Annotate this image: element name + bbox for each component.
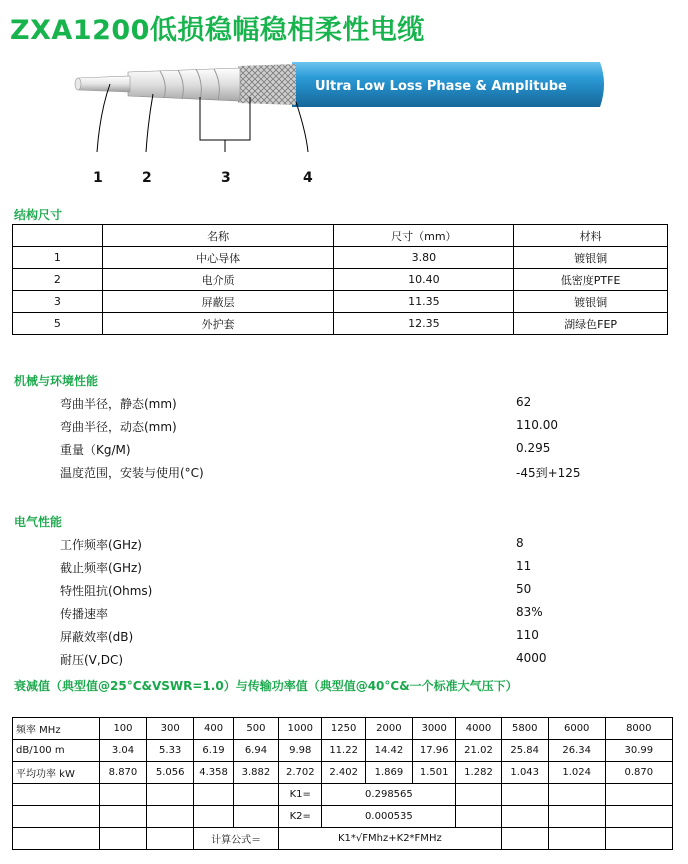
table-cell: 9.98: [279, 740, 322, 762]
table-cell: 30.99: [605, 740, 672, 762]
table-cell: 2000: [365, 718, 412, 740]
table-cell: 镀银铜: [514, 291, 668, 313]
table-cell: 3.80: [334, 247, 514, 269]
table-cell: 1.024: [548, 762, 605, 784]
formula-label-cell: 计算公式＝: [194, 828, 279, 850]
table-cell: 低密度PTFE: [514, 269, 668, 291]
table-cell: 8.870: [99, 762, 146, 784]
cable-dielectric: [128, 68, 240, 101]
loss-row: [13, 740, 673, 762]
spec-label: 截止频率(GHz): [60, 561, 142, 575]
table-cell: 8000: [605, 718, 672, 740]
table-row: [13, 313, 668, 335]
section-attenuation-title: 衰减值（典型值@25°C&VSWR=1.0）与传输功率值（典型值@40°C&一个标准大气压下）: [14, 679, 518, 693]
table-cell: 0.870: [605, 762, 672, 784]
table-cell: 1.869: [365, 762, 412, 784]
header-cell: [13, 225, 103, 247]
table-cell: 6.19: [194, 740, 234, 762]
spec-value: 110.00: [516, 418, 558, 432]
table-cell: 12.35: [334, 313, 514, 335]
section-electrical-title: 电气性能: [14, 515, 63, 529]
spec-label: 重量（Kg/M): [60, 443, 131, 457]
header-cell: 名称: [102, 225, 334, 247]
k1-label-cell: K1=: [279, 784, 322, 806]
table-cell: 21.02: [456, 740, 501, 762]
table-row: [13, 269, 668, 291]
spec-value: 110: [516, 628, 539, 642]
table-cell: 1.282: [456, 762, 501, 784]
callout-2: 2: [142, 170, 152, 186]
table-header-row: [13, 225, 668, 247]
table-cell: 3.04: [99, 740, 146, 762]
formula-cell: K1*√FMhz+K2*FMHz: [279, 828, 502, 850]
spec-label: 传播速率: [60, 607, 109, 621]
table-cell: 4.358: [194, 762, 234, 784]
dimensions-table: [12, 224, 668, 335]
k2-row: [13, 806, 673, 828]
table-row: [13, 247, 668, 269]
spec-value: 4000: [516, 651, 547, 665]
attenuation-table: [12, 717, 673, 850]
table-cell: 外护套: [102, 313, 334, 335]
row-label-cell: dB/100 m: [13, 740, 100, 762]
table-cell: 电介质: [102, 269, 334, 291]
empty-row: [13, 784, 673, 806]
page-title: ZXA1200低损稳幅稳相柔性电缆: [10, 15, 425, 46]
table-cell: 4000: [456, 718, 501, 740]
spec-value: 8: [516, 536, 524, 550]
cable-jacket-text: Ultra Low Loss Phase & Amplitube: [315, 79, 567, 94]
spec-label: 弯曲半径，静态(mm): [60, 397, 177, 411]
k2-value-cell: 0.000535: [322, 806, 456, 828]
row-label-cell: 频率 MHz: [13, 718, 100, 740]
table-cell: 10.40: [334, 269, 514, 291]
header-cell: 材料: [514, 225, 668, 247]
spec-value: -45到+125: [516, 466, 581, 480]
table-cell: 2.702: [279, 762, 322, 784]
table-cell: 3: [13, 291, 103, 313]
table-cell: 11.22: [322, 740, 365, 762]
spec-label: 工作频率(GHz): [60, 538, 142, 552]
spec-label: 温度范围，安装与使用(°C): [60, 466, 204, 480]
table-cell: 1250: [322, 718, 365, 740]
table-cell: 25.84: [501, 740, 548, 762]
table-cell: 1.501: [413, 762, 456, 784]
table-cell: 5800: [501, 718, 548, 740]
table-cell: 6000: [548, 718, 605, 740]
row-label-cell: 平均功率 kW: [13, 762, 100, 784]
table-cell: 中心导体: [102, 247, 334, 269]
table-cell: 100: [99, 718, 146, 740]
spec-value: 11: [516, 559, 532, 573]
table-cell: 1000: [279, 718, 322, 740]
k1-value-cell: 0.298565: [322, 784, 456, 806]
spec-value: 0.295: [516, 441, 551, 455]
spec-label: 弯曲半径，动态(mm): [60, 420, 177, 434]
k2-label-cell: K2=: [279, 806, 322, 828]
table-cell: 1.043: [501, 762, 548, 784]
table-cell: 镀银铜: [514, 247, 668, 269]
table-cell: 5: [13, 313, 103, 335]
table-cell: 5.33: [147, 740, 194, 762]
spec-label: 屏蔽效率(dB): [60, 630, 134, 644]
section-mechanical-title: 机械与环境性能: [14, 374, 99, 388]
table-cell: 14.42: [365, 740, 412, 762]
power-row: [13, 762, 673, 784]
table-row: [13, 291, 668, 313]
callout-4: 4: [303, 170, 313, 186]
table-cell: 湖绿色FEP: [514, 313, 668, 335]
table-cell: 5.056: [147, 762, 194, 784]
table-cell: 1: [13, 247, 103, 269]
table-cell: 300: [147, 718, 194, 740]
table-cell: 3.882: [233, 762, 278, 784]
table-cell: 400: [194, 718, 234, 740]
table-cell: 6.94: [233, 740, 278, 762]
spec-value: 62: [516, 395, 532, 409]
spec-value: 83%: [516, 605, 543, 619]
formula-row: [13, 828, 673, 850]
callout-1: 1: [93, 170, 103, 186]
table-cell: 2.402: [322, 762, 365, 784]
freq-row: [13, 718, 673, 740]
table-cell: 17.96: [413, 740, 456, 762]
table-cell: 500: [233, 718, 278, 740]
spec-value: 50: [516, 582, 532, 596]
section-dimensions-title: 结构尺寸: [14, 208, 63, 222]
table-cell: 3000: [413, 718, 456, 740]
callout-3: 3: [221, 170, 231, 186]
table-cell: 11.35: [334, 291, 514, 313]
table-cell: 26.34: [548, 740, 605, 762]
spec-label: 耐压(V,DC): [60, 653, 124, 667]
cable-center-conductor: [75, 76, 130, 92]
spec-label: 特性阻抗(Ohms): [60, 584, 153, 598]
table-cell: 2: [13, 269, 103, 291]
table-cell: 屏蔽层: [102, 291, 334, 313]
header-cell: 尺寸（mm）: [334, 225, 514, 247]
cable-braid-shield: [238, 64, 296, 105]
